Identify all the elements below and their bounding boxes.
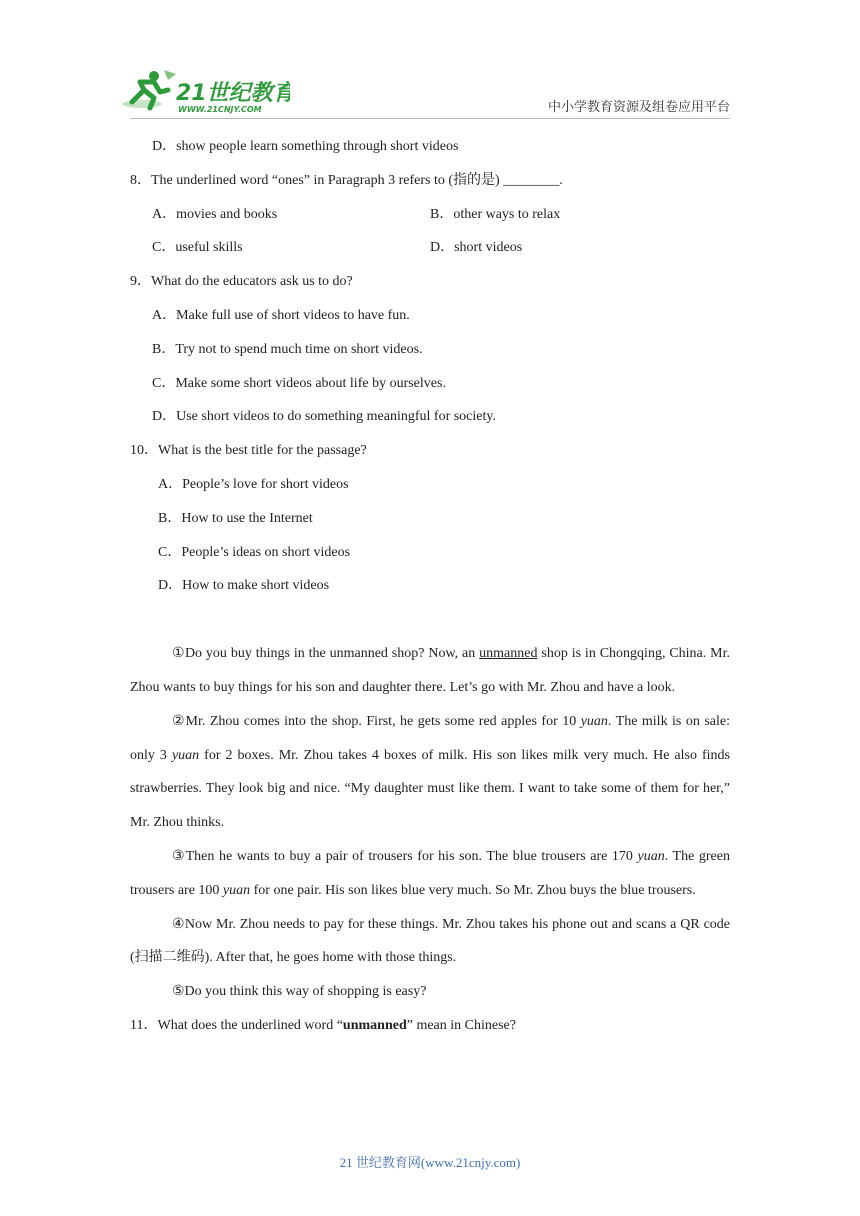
passage-paragraph-3 xyxy=(130,840,730,908)
p3-yuan-1: yuan xyxy=(637,848,665,864)
q11-text-a: 11．What does the underlined word “ xyxy=(130,1017,343,1033)
passage-paragraph-5: ⑤Do you think this way of shopping is easy? xyxy=(172,984,427,1000)
document-body xyxy=(130,130,730,1043)
p3-text-c: for one pair. His son likes blue very much. So Mr. Zhou buys the blue trousers. xyxy=(250,882,696,898)
header-divider xyxy=(130,118,730,119)
q11-bold-word: unmanned xyxy=(342,1017,407,1033)
reading-passage xyxy=(130,637,730,1009)
page-footer: 21 世纪教育网(www.21cnjy.com) xyxy=(339,1155,521,1170)
p3-text-b: . The green trousers are 100 xyxy=(130,848,730,898)
q10-option-d: D．How to make short videos xyxy=(158,578,330,594)
q9-stem: 9．What do the educators ask us to do? xyxy=(130,274,353,290)
q9-option-b: B．Try not to spend much time on short videos. xyxy=(152,341,423,357)
q8-option-a: A．movies and books xyxy=(152,206,278,222)
p3-text-a: ③Then he wants to buy a pair of trousers for his son. The blue trousers are 170 xyxy=(172,848,638,864)
platform-name: 中小学教育资源及组卷应用平台 xyxy=(547,99,730,114)
q9-option-d: D．Use short videos to do something meaningful for society. xyxy=(152,409,496,425)
q9-option-c: C．Make some short videos about life by ourselves. xyxy=(152,375,446,391)
q11-stem xyxy=(130,1009,730,1043)
q8-option-b: B．other ways to relax xyxy=(430,206,561,222)
q8-options-row-1 xyxy=(130,198,730,232)
runner-logo-icon xyxy=(120,68,290,118)
p1-text-a: ①Do you buy things in the unmanned shop? Now, an xyxy=(172,646,480,662)
page-header xyxy=(0,0,860,128)
p2-yuan-2: yuan xyxy=(171,747,200,763)
p2-text-c: for 2 boxes. Mr. Zhou takes 4 boxes of milk. His son likes milk very much. He also finds strawberries. They look big and nice. “My daughter must like them. I want to take some of them for her,” Mr. Zhou thinks. xyxy=(130,747,731,831)
q10-option-b: B．How to use the Internet xyxy=(158,510,313,526)
q10-option-a: A．People’s love for short videos xyxy=(158,476,349,492)
q8-option-c: C．useful skills xyxy=(152,240,243,256)
p2-yuan-1: yuan xyxy=(580,713,608,729)
underlined-word: unmanned xyxy=(479,646,538,662)
passage-paragraph-2 xyxy=(130,705,730,840)
q8-options-row-2 xyxy=(130,231,730,265)
q9-option-a: A．Make full use of short videos to have fun. xyxy=(152,307,410,323)
q10-option-c: C．People’s ideas on short videos xyxy=(158,544,351,560)
q8-option-d: D．short videos xyxy=(430,240,523,256)
site-logo xyxy=(120,68,290,118)
passage-paragraph-1 xyxy=(130,637,730,705)
q7-option-d: D．show people learn something through short videos xyxy=(152,139,459,154)
p2-text-b: . The milk is on sale: only 3 xyxy=(130,713,730,763)
q11-text-c: ” mean in Chinese? xyxy=(406,1017,516,1033)
p3-yuan-2: yuan xyxy=(222,882,251,898)
q8-stem: 8．The underlined word “ones” in Paragraph 3 refers to (指的是) ________. xyxy=(130,172,563,188)
p2-text-a: ②Mr. Zhou comes into the shop. First, he gets some red apples for 10 xyxy=(172,713,581,729)
p1-text-b: shop is in Chongqing, China. Mr. Zhou wants to buy things for his son and daughter there. Let’s go with Mr. Zhou and have a look. xyxy=(130,646,730,695)
logo-text: 21世纪教育 xyxy=(176,81,290,106)
logo-url: WWW.21CNJY.COM xyxy=(178,105,262,114)
q10-stem: 10．What is the best title for the passage? xyxy=(130,443,367,459)
passage-paragraph-4: ④Now Mr. Zhou needs to pay for these things. Mr. Zhou takes his phone out and scans a QR code (扫描二维码). After that, he goes home with those things. xyxy=(130,916,730,966)
